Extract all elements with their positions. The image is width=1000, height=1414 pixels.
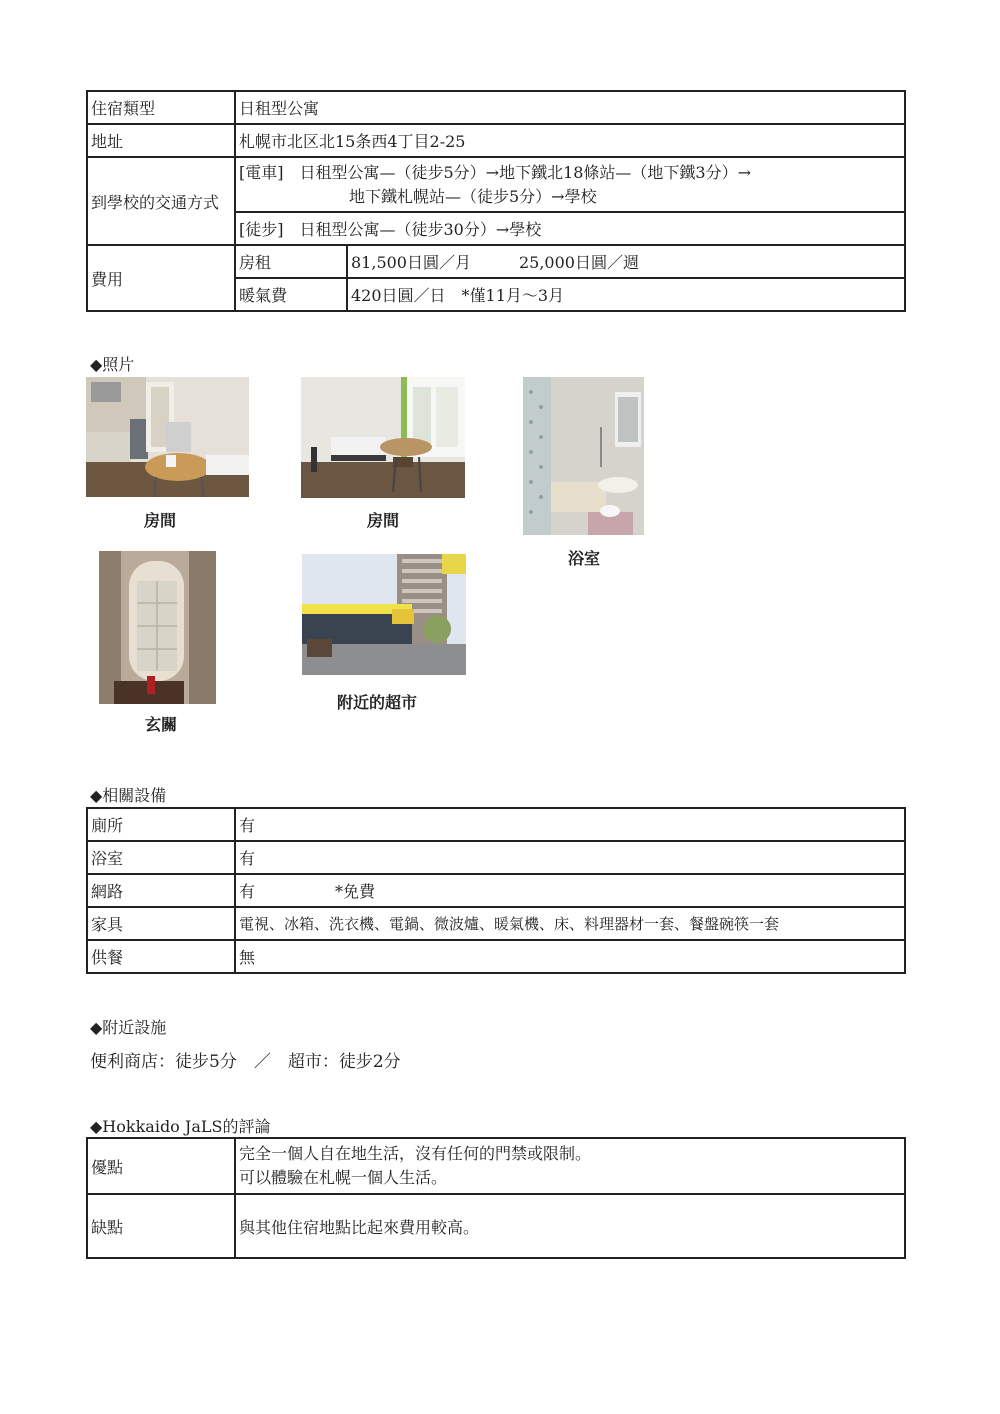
facilities-heading: ◆相關設備 — [90, 786, 167, 805]
cons-value: 與其他住宿地點比起來費用較高。 — [235, 1194, 905, 1258]
transport-label: 到學校的交通方式 — [87, 157, 235, 245]
pros-line-2: 可以體驗在札幌一個人生活。 — [239, 1168, 448, 1187]
cons-label: 缺點 — [87, 1194, 235, 1258]
accommodation-info-table — [86, 90, 906, 312]
address-value: 札幌市北区北15条西4丁目2-25 — [235, 124, 905, 157]
heating-label: 暖氣費 — [235, 278, 347, 311]
bathroom-photo — [523, 377, 644, 535]
rent-label: 房租 — [235, 245, 347, 278]
facility-value: 無 — [235, 940, 905, 973]
entrance-photo — [99, 551, 216, 704]
cost-label: 費用 — [87, 245, 235, 311]
facility-label: 家具 — [87, 907, 235, 940]
facility-value: 有 — [235, 808, 905, 841]
type-label: 住宿類型 — [87, 91, 235, 124]
rent-value: 81,500日圓／月 25,000日圓／週 — [347, 245, 905, 278]
type-value: 日租型公寓 — [235, 91, 905, 124]
room-photo-1 — [86, 377, 249, 497]
room-photo-2 — [301, 377, 465, 498]
pros-label: 優點 — [87, 1138, 235, 1194]
photo-caption-supermarket: 附近的超市 — [336, 693, 417, 712]
facility-label: 網路 — [87, 874, 235, 907]
facility-label: 廁所 — [87, 808, 235, 841]
nearby-text: 便利商店：徒步5分 ／ 超市：徒步2分 — [90, 1052, 401, 1072]
photo-caption-entrance: 玄關 — [144, 715, 177, 734]
facilities-table — [86, 807, 906, 974]
facility-label: 浴室 — [87, 841, 235, 874]
transport-walk: [徒步] 日租型公寓—（徒步30分）→學校 — [235, 212, 905, 245]
nearby-heading: ◆附近設施 — [90, 1018, 167, 1037]
facility-value: 有 — [235, 841, 905, 874]
photos-heading: ◆照片 — [90, 355, 135, 374]
address-label: 地址 — [87, 124, 235, 157]
train-line-1: [電車] 日租型公寓—（徒步5分）→地下鐵北18條站—（地下鐵3分）→ — [239, 162, 752, 182]
pros-value — [235, 1138, 905, 1194]
pros-line-1: 完全一個人自在地生活，沒有任何的門禁或限制。 — [239, 1144, 592, 1163]
photo-caption-room-1: 房間 — [143, 511, 176, 530]
review-heading: ◆Hokkaido JaLS的評論 — [90, 1117, 271, 1136]
photo-caption-room-2: 房間 — [366, 511, 399, 530]
facility-value: 電視、冰箱、洗衣機、電鍋、微波爐、暖氣機、床、料理器材一套、餐盤碗筷一套 — [235, 907, 905, 940]
facility-label: 供餐 — [87, 940, 235, 973]
transport-train — [235, 157, 905, 212]
review-table — [86, 1137, 906, 1259]
heating-value: 420日圓／日 *僅11月～3月 — [347, 278, 905, 311]
facility-value: 有 *免費 — [235, 874, 905, 907]
supermarket-photo — [302, 554, 466, 675]
photo-caption-bathroom: 浴室 — [567, 549, 600, 568]
train-line-2: 地下鐵札幌站—（徒步5分）→學校 — [349, 186, 597, 206]
